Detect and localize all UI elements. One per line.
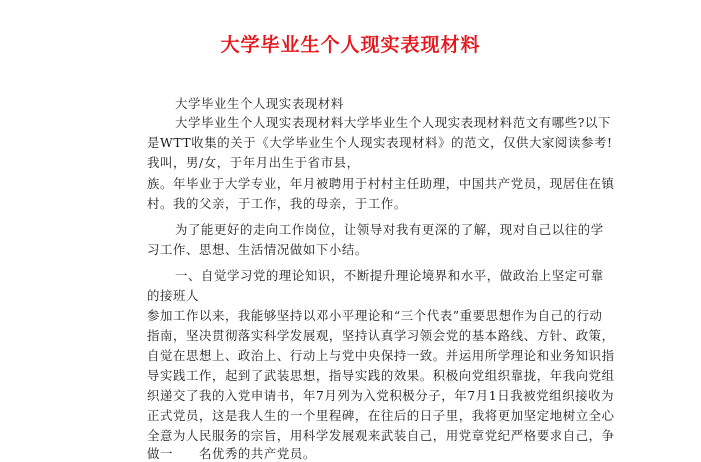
body-line: 全意为人民服务的宗旨，用科学发展观来武装自己，用党章党纪严格要求自己，争 [147,428,615,443]
body-line: 指南，坚决贯彻落实科学发展观，坚持认真学习领会党的基本路线、方针、政策， [147,328,615,343]
body-line: 织递交了我的入党申请书，年7月列为入党积极分子，年7月1日我被党组织接收为 [147,388,615,403]
section-heading: 的接班人 [147,288,199,303]
body-line: 我叫，男/女，于年月出生于省市县， [147,155,360,170]
document-title: 大学毕业生个人现实表现材料 [220,34,481,56]
body-line: 做一 名优秀的共产党员。 [147,446,316,461]
body-line: 村。我的父亲，于工作，我的母亲，于工作。 [147,196,407,211]
body-line: 是WTT收集的关于《大学毕业生个人现实表现材料》的范文，仅供大家阅读参考! [147,135,613,150]
body-line: 自觉在思想上、政治上、行动上与党中央保持一致。并运用所学理论和业务知识指 [147,348,615,363]
body-line: 导实践工作，起到了武装思想，指导实践的效果。积极向党组织靠拢，年我向党组 [147,368,615,383]
body-line: 参加工作以来，我能够坚持以邓小平理论和“三个代表”重要思想作为自己的行动 [147,308,603,323]
body-line: 大学毕业生个人现实表现材料 [175,96,344,111]
body-line: 为了能更好的走向工作岗位，让领导对我有更深的了解，现对自己以往的学 [175,222,604,237]
section-heading: 一、自觉学习党的理论知识，不断提升理论境界和水平，做政治上坚定可靠 [175,268,604,283]
body-line: 大学毕业生个人现实表现材料大学毕业生个人现实表现材料范文有哪些?以下 [175,115,611,130]
body-line: 习工作、思想、生活情况做如下小结。 [147,242,368,257]
body-line: 族。年毕业于大学专业，年月被聘用于村村主任助理，中国共产党员，现居住在镇 [147,176,615,191]
body-line: 正式党员，这是我人生的一个里程碑，在往后的日子里，我将更加坚定地树立全心 [147,408,615,423]
